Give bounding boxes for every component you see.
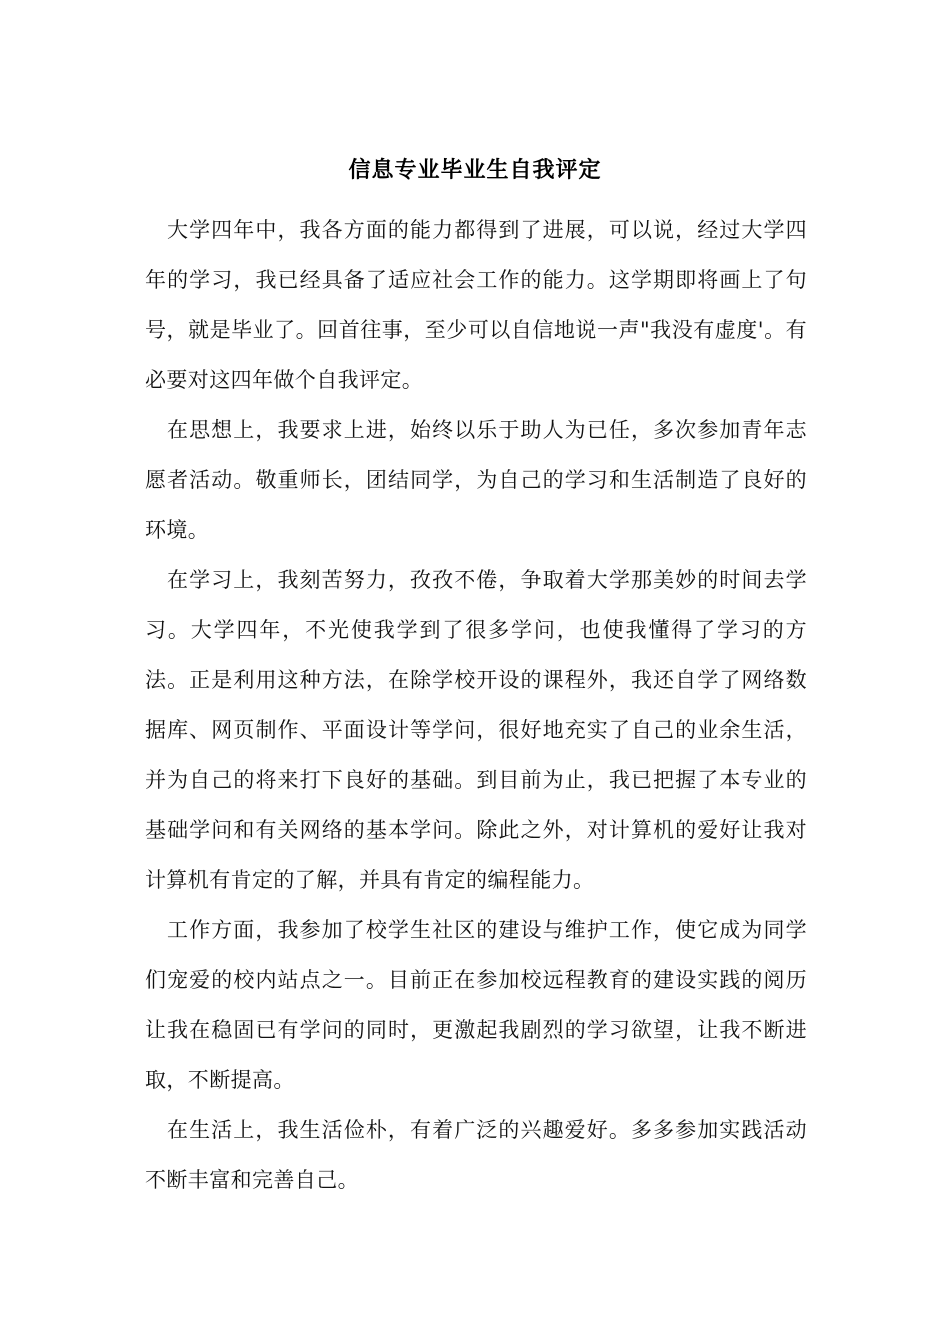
paragraph-life: 在生活上，我生活俭朴，有着广泛的兴趣爱好。多多参加实践活动不断丰富和完善自己。 xyxy=(145,1118,807,1192)
paragraph-work: 工作方面，我参加了校学生社区的建设与维护工作，使它成为同学们宠爱的校内站点之一。目前正在参加校远程教育的建设实践的阅历让我在稳固已有学问的同时，更激起我剧烈的学习欲望，让我不断进取，不断提高。 xyxy=(145,918,807,1092)
document-body xyxy=(145,205,807,1205)
paragraph-study: 在学习上，我刻苦努力，孜孜不倦，争取着大学那美妙的时间去学习。大学四年，不光使我学到了很多学问，也使我懂得了学习的方法。正是利用这种方法，在除学校开设的课程外，我还自学了网络数据库、网页制作、平面设计等学问，很好地充实了自己的业余生活，并为自己的将来打下良好的基础。到目前为止，我已把握了本专业的基础学问和有关网络的基本学问。除此之外，对计算机的爱好让我对计算机有肯定的了解，并具有肯定的编程能力。 xyxy=(145,568,807,892)
paragraph-thought: 在思想上，我要求上进，始终以乐于助人为已任，多次参加青年志愿者活动。敬重师长，团结同学，为自己的学习和生活制造了良好的环境。 xyxy=(145,418,807,542)
document-title: 信息专业毕业生自我评定 xyxy=(348,157,602,183)
paragraph-intro: 大学四年中，我各方面的能力都得到了进展，可以说，经过大学四年的学习，我已经具备了适应社会工作的能力。这学期即将画上了句号，就是毕业了。回首往事，至少可以自信地说一声"我没有虚度'。有必要对这四年做个自我评定。 xyxy=(145,218,807,392)
